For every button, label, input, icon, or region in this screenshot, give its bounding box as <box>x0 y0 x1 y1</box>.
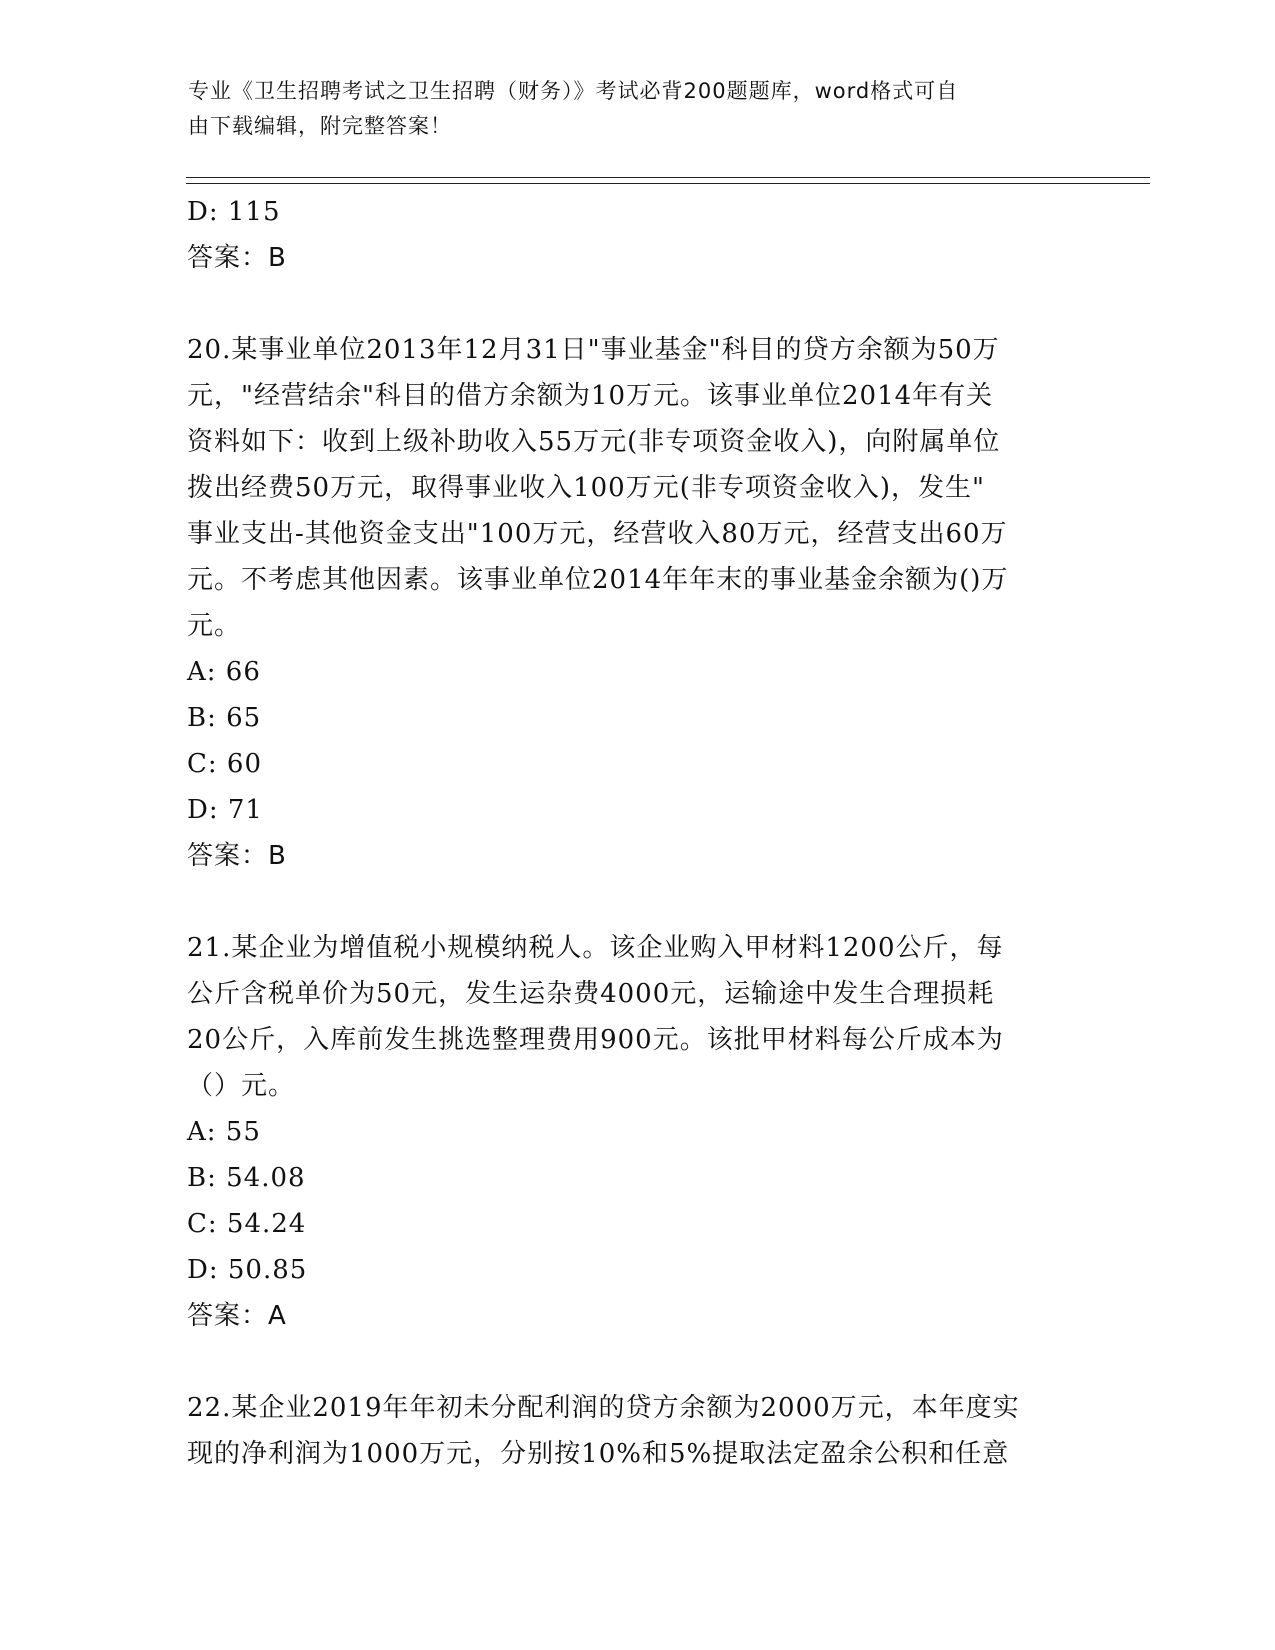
question-text-line: 资料如下：收到上级补助收入55万元(非专项资金收入)，向附属单位 <box>187 427 1001 457</box>
question-text-line: 现的净利润为1000万元，分别按10%和5%提取法定盈余公积和任意 <box>187 1439 1010 1469</box>
question-text-line: 22.某企业2019年年初未分配利润的贷方余额为2000万元，本年度实 <box>187 1393 1020 1423</box>
header-line-2: 由下载编辑，附完整答案！ <box>188 114 452 138</box>
question-text-line: 公斤含税单价为50元，发生运杂费4000元，运输途中发生合理损耗 <box>187 979 995 1009</box>
question-20 <box>187 327 1087 879</box>
header-divider-bottom <box>186 183 1150 184</box>
question-21 <box>187 925 1087 1339</box>
question-text-line: 20公斤，入库前发生挑选整理费用900元。该批甲材料每公斤成本为 <box>187 1025 1004 1055</box>
question-text-line: 元。 <box>187 611 242 641</box>
question-text-line: 20.某事业单位2013年12月31日"事业基金"科目的贷方余额为50万 <box>187 335 1000 365</box>
spacer <box>187 281 1087 327</box>
question-text-line: 拨出经费50万元，取得事业收入100万元(非专项资金收入)，发生" <box>187 473 985 503</box>
option-b: B: 65 <box>187 703 262 733</box>
option-d: D: 50.85 <box>187 1255 308 1285</box>
spacer <box>187 879 1087 925</box>
question-list <box>187 189 1087 1477</box>
prev-answer: 答案：B <box>187 243 287 273</box>
header-line-1: 专业《卫生招聘考试之卫生招聘（财务）》考试必背200题题库，word格式可自 <box>188 79 959 103</box>
header-divider-top <box>186 177 1150 178</box>
question-22 <box>187 1385 1087 1477</box>
spacer <box>187 1339 1087 1385</box>
answer: 答案：A <box>187 1301 287 1331</box>
option-d: D: 71 <box>187 795 263 825</box>
answer: 答案：B <box>187 841 287 871</box>
question-text-line: 元，"经营结余"科目的借方余额为10万元。该事业单位2014年有关 <box>187 381 994 411</box>
question-text-line: 21.某企业为增值税小规模纳税人。该企业购入甲材料1200公斤，每 <box>187 933 1004 963</box>
question-text-line: 元。不考虑其他因素。该事业单位2014年年末的事业基金余额为()万 <box>187 565 1009 595</box>
option-b: B: 54.08 <box>187 1163 306 1193</box>
option-c: C: 54.24 <box>187 1209 307 1239</box>
document-header <box>188 74 1068 144</box>
question-text-line: 事业支出-其他资金支出"100万元，经营收入80万元，经营支出60万 <box>187 519 1008 549</box>
option-a: A: 55 <box>187 1117 261 1147</box>
question-text-line: （）元。 <box>187 1071 296 1101</box>
option-a: A: 66 <box>187 657 261 687</box>
prev-option-d: D: 115 <box>187 197 281 227</box>
option-c: C: 60 <box>187 749 263 779</box>
